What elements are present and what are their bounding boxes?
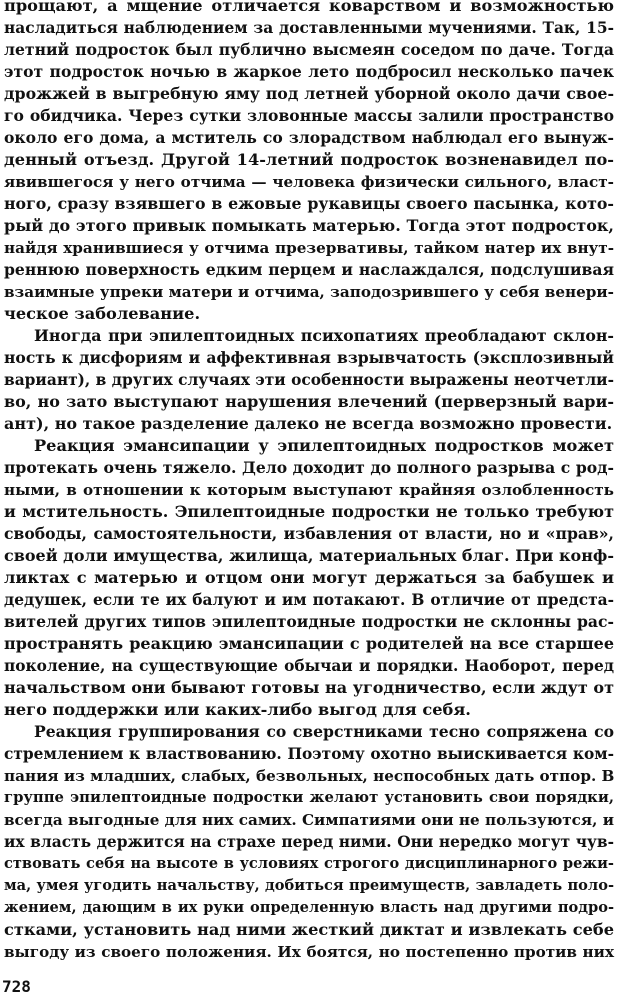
text-line: реннюю поверхность едким перцем и наслаждался, подслушивая xyxy=(4,260,614,279)
text-line: своей доли имущества, жилища, материальных благ. При конф- xyxy=(4,546,614,565)
text-line: него поддержки или каких-либо выгод для себя. xyxy=(4,700,471,719)
text-line: явившегося у него отчима — человека физически сильного, власт- xyxy=(4,173,614,191)
text-line: дрожжей в выгребную яму под летней уборной около дачи свое- xyxy=(4,84,614,103)
text-line: ма, умея угодить начальству, добиться преимуществ, завладеть поло- xyxy=(4,877,614,894)
page-number: 728 xyxy=(2,977,31,996)
text-line: стками, установить над ними жесткий диктат и извлекать себе xyxy=(4,920,614,939)
text-line: ность к дисфориям и аффективная взрывчатость (эксплозивный xyxy=(4,348,614,367)
text-line: выгоду из своего положения. Их боятся, но постепенно против них xyxy=(4,943,614,961)
text-line: летний подросток был публично высмеян соседом по даче. Тогда xyxy=(4,40,614,59)
text-line: ческое заболевание. xyxy=(4,304,201,323)
text-line: во, но зато выступают нарушения влечений (перверзный вари- xyxy=(4,392,614,411)
text-line: и мстительность. Эпилептоидные подростки не только требуют xyxy=(4,502,614,521)
text-line: ствовать себя на высоте в условиях строгого дисциплинарного режи- xyxy=(4,855,614,872)
text-line: пространять реакцию эмансипации с родителей на все старшее xyxy=(4,634,614,653)
text-line: ант), но такое разделение далеко не всегда возможно провести. xyxy=(4,414,613,433)
text-line: рый до этого привык помыкать матерью. Тогда этот подросток, xyxy=(4,216,614,235)
text-line: жением, дающим в их руки определенную власть над другими подро- xyxy=(4,899,614,916)
text-line: стремлением к властвованию. Поэтому охотно выискивается ком- xyxy=(4,745,614,763)
text-line: группе эпилептоидные подростки желают установить свои порядки, xyxy=(4,789,614,806)
text-line: всегда выгодные для них самих. Симпатиями они не пользуются, и xyxy=(4,811,614,829)
text-line: поколение, на существующие обычаи и порядки. Наоборот, перед xyxy=(4,657,614,675)
text-line: вариант), в других случаях эти особенности выражены неотчетли- xyxy=(4,371,614,389)
text-line: их власть держится на страхе перед ними. Они нередко могут чув- xyxy=(4,833,614,851)
text-line: взаимные упреки матери и отчима, заподозрившего у себя венери- xyxy=(4,283,614,301)
text-line: прощают, а мщение отличается коварством и возможностью xyxy=(4,0,614,15)
text-line: около его дома, а мститель со злорадством наблюдал его вынуж- xyxy=(4,128,614,147)
text-line: Иногда при эпилептоидных психопатиях преобладают склон- xyxy=(34,326,614,345)
text-line: насладиться наблюдением за доставленными мучениями. Так, 15- xyxy=(4,19,614,37)
text-line: дедушек, если те их балуют и им потакают. В отличие от предста- xyxy=(4,591,614,609)
text-line: протекать очень тяжело. Дело доходит до полного разрыва с род- xyxy=(4,458,614,477)
text-line: начальством они бывают готовы на угодничество, если ждут от xyxy=(4,678,614,697)
text-line: Реакция эмансипации у эпилептоидных подростков может xyxy=(34,436,614,455)
text-line: ного, сразу взявшего в ежовые рукавицы своего пасынка, кото- xyxy=(4,194,614,213)
text-line: ными, в отношении к которым выступают крайняя озлобленность xyxy=(4,481,614,499)
text-line: пания из младших, слабых, безвольных, неспособных дать отпор. В xyxy=(4,767,615,785)
text-line: этот подросток ночью в жаркое лето подбросил несколько пачек xyxy=(4,62,614,81)
text-line: го обидчика. Через сутки зловонные массы залили пространство xyxy=(4,106,614,125)
text-line: Реакция группирования со сверстниками тесно сопряжена со xyxy=(34,722,614,741)
text-line: ликтах с матерью и отцом они могут держаться за бабушек и xyxy=(4,568,614,587)
text-line: вителей других типов эпилептоидные подростки не склонны рас- xyxy=(4,612,614,631)
text-line: найдя хранившиеся у отчима презервативы, тайком натер их внут- xyxy=(4,239,614,257)
text-line: денный отъезд. Другой 14-летний подросток возненавидел по- xyxy=(4,150,614,169)
text-line: свободы, самостоятельности, избавления от власти, но и «прав», xyxy=(4,524,614,543)
